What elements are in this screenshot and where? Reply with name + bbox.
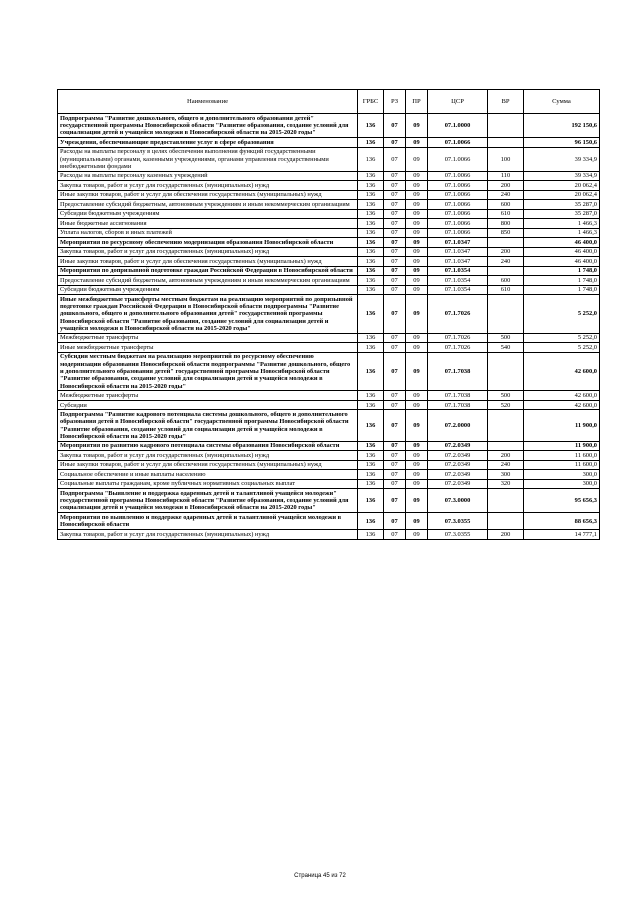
table-row: [58, 209, 600, 218]
cell-sum: 14 777,1: [524, 530, 600, 539]
cell-rz: 07: [384, 190, 406, 199]
cell-vr: 850: [488, 228, 524, 237]
cell-grbs: 136: [358, 470, 384, 479]
cell-grbs: 136: [358, 479, 384, 488]
cell-pr: 09: [406, 391, 428, 400]
table-row: [58, 513, 600, 530]
table-row: [58, 295, 600, 334]
cell-csr: 07.3.0355: [428, 530, 488, 539]
cell-sum: 46 400,0: [524, 257, 600, 266]
cell-csr: 07.1.0354: [428, 276, 488, 285]
cell-rz: 07: [384, 460, 406, 469]
cell-sum: 192 150,6: [524, 114, 600, 138]
cell-pr: 09: [406, 276, 428, 285]
cell-name: Субсидии бюджетным учреждениям: [58, 209, 358, 218]
cell-csr: 07.1.7038: [428, 391, 488, 400]
header-pr: ПР: [406, 90, 428, 114]
cell-grbs: 136: [358, 352, 384, 391]
cell-rz: 07: [384, 400, 406, 409]
header-sum: Сумма: [524, 90, 600, 114]
cell-name: Закупка товаров, работ и услуг для государственных (муниципальных) нужд: [58, 451, 358, 460]
cell-pr: 09: [406, 171, 428, 180]
cell-vr: 540: [488, 343, 524, 352]
cell-grbs: 136: [358, 266, 384, 275]
cell-rz: 07: [384, 238, 406, 247]
cell-vr: [488, 295, 524, 334]
cell-sum: 300,0: [524, 470, 600, 479]
cell-name: Предоставление субсидий бюджетным, автономным учреждениям и иным некоммерческим организациям: [58, 200, 358, 209]
cell-pr: 09: [406, 352, 428, 391]
cell-name: Субсидии местным бюджетам на реализацию мероприятий по ресурсному обеспечению модернизации образования Новосибирской области подпрограммы "Развитие дошкольного, общего и дополнительного образования детей" государственной программы Новосибирской области "Развитие образования, создание условий для социализации детей и учащейся молодежи в Новосибирской области на 2015-2020 годы": [58, 352, 358, 391]
cell-name: Мероприятия по допризывной подготовке граждан Российской Федерации в Новосибирской области: [58, 266, 358, 275]
cell-rz: 07: [384, 343, 406, 352]
cell-csr: 07.1.0066: [428, 171, 488, 180]
cell-rz: 07: [384, 228, 406, 237]
cell-name: Закупка товаров, работ и услуг для государственных (муниципальных) нужд: [58, 181, 358, 190]
cell-csr: 07.1.0066: [428, 200, 488, 209]
cell-name: Уплата налогов, сборов и иных платежей: [58, 228, 358, 237]
cell-name: Мероприятия по ресурсному обеспечению модернизации образования Новосибирской области: [58, 238, 358, 247]
cell-pr: 09: [406, 470, 428, 479]
cell-csr: 07.1.0347: [428, 257, 488, 266]
cell-pr: 09: [406, 181, 428, 190]
cell-sum: 35 287,0: [524, 209, 600, 218]
cell-pr: 09: [406, 200, 428, 209]
cell-vr: 320: [488, 479, 524, 488]
cell-pr: 09: [406, 295, 428, 334]
cell-sum: 11 600,0: [524, 460, 600, 469]
cell-rz: 07: [384, 295, 406, 334]
cell-csr: 07.1.0347: [428, 238, 488, 247]
cell-grbs: 136: [358, 190, 384, 199]
cell-name: Субсидии бюджетным учреждениям: [58, 285, 358, 294]
cell-name: Закупка товаров, работ и услуг для государственных (муниципальных) нужд: [58, 247, 358, 256]
cell-vr: 100: [488, 147, 524, 171]
cell-rz: 07: [384, 266, 406, 275]
cell-vr: 200: [488, 181, 524, 190]
cell-rz: 07: [384, 352, 406, 391]
cell-name: Социальные выплаты гражданам, кроме публичных нормативных социальных выплат: [58, 479, 358, 488]
header-name: Наименование: [58, 90, 358, 114]
cell-vr: 520: [488, 400, 524, 409]
cell-sum: 88 656,3: [524, 513, 600, 530]
cell-grbs: 136: [358, 114, 384, 138]
cell-rz: 07: [384, 147, 406, 171]
cell-grbs: 136: [358, 513, 384, 530]
cell-sum: 1 748,0: [524, 266, 600, 275]
table-row: [58, 285, 600, 294]
cell-vr: 200: [488, 530, 524, 539]
cell-rz: 07: [384, 138, 406, 147]
cell-grbs: 136: [358, 209, 384, 218]
cell-name: Иные закупки товаров, работ и услуг для обеспечения государственных (муниципальных) нужд: [58, 460, 358, 469]
table-row: [58, 352, 600, 391]
table-row: [58, 114, 600, 138]
cell-sum: 11 900,0: [524, 410, 600, 441]
cell-vr: [488, 114, 524, 138]
cell-sum: 42 600,0: [524, 400, 600, 409]
table-row: [58, 400, 600, 409]
table-row: [58, 460, 600, 469]
table-row: [58, 200, 600, 209]
table-row: [58, 181, 600, 190]
cell-grbs: 136: [358, 257, 384, 266]
cell-rz: 07: [384, 479, 406, 488]
cell-name: Иные межбюджетные трансферты: [58, 343, 358, 352]
cell-rz: 07: [384, 530, 406, 539]
cell-vr: [488, 441, 524, 450]
header-grbs: ГРБС: [358, 90, 384, 114]
cell-name: Подпрограмма "Выявление и поддержка одаренных детей и талантливой учащейся молодежи" государственной программы Новосибирской области "Развитие образования, создание условий для социализации детей и учащейся молодежи в Новосибирской области на 2015-2020 годы": [58, 489, 358, 513]
cell-pr: 09: [406, 147, 428, 171]
cell-pr: 09: [406, 441, 428, 450]
cell-rz: 07: [384, 114, 406, 138]
cell-pr: 09: [406, 219, 428, 228]
cell-name: Иные закупки товаров, работ и услуг для обеспечения государственных (муниципальных) нужд: [58, 190, 358, 199]
cell-csr: 07.1.7026: [428, 333, 488, 342]
cell-sum: 1 748,0: [524, 285, 600, 294]
cell-sum: 20 062,4: [524, 190, 600, 199]
cell-csr: 07.1.0066: [428, 147, 488, 171]
cell-vr: [488, 513, 524, 530]
cell-rz: 07: [384, 470, 406, 479]
budget-table: [57, 89, 600, 540]
table-row: [58, 451, 600, 460]
cell-vr: 240: [488, 257, 524, 266]
cell-pr: 09: [406, 209, 428, 218]
cell-sum: 11 600,0: [524, 451, 600, 460]
cell-vr: 300: [488, 470, 524, 479]
table-row: [58, 147, 600, 171]
cell-sum: 39 334,9: [524, 171, 600, 180]
cell-rz: 07: [384, 219, 406, 228]
cell-grbs: 136: [358, 238, 384, 247]
cell-sum: 11 900,0: [524, 441, 600, 450]
cell-grbs: 136: [358, 228, 384, 237]
cell-csr: 07.1.0066: [428, 228, 488, 237]
table-row: [58, 391, 600, 400]
cell-rz: 07: [384, 171, 406, 180]
cell-sum: 35 287,0: [524, 200, 600, 209]
cell-csr: 07.1.7038: [428, 400, 488, 409]
cell-pr: 09: [406, 489, 428, 513]
cell-csr: 07.1.7026: [428, 343, 488, 352]
cell-sum: 96 150,6: [524, 138, 600, 147]
cell-vr: [488, 266, 524, 275]
cell-grbs: 136: [358, 489, 384, 513]
table-row: [58, 247, 600, 256]
cell-csr: 07.1.0354: [428, 266, 488, 275]
cell-vr: [488, 238, 524, 247]
cell-sum: 300,0: [524, 479, 600, 488]
cell-csr: 07.1.0347: [428, 247, 488, 256]
cell-vr: 600: [488, 276, 524, 285]
cell-csr: 07.1.7038: [428, 352, 488, 391]
cell-grbs: 136: [358, 181, 384, 190]
cell-pr: 09: [406, 333, 428, 342]
header-rz: РЗ: [384, 90, 406, 114]
cell-csr: 07.1.0066: [428, 219, 488, 228]
cell-vr: 800: [488, 219, 524, 228]
cell-grbs: 136: [358, 530, 384, 539]
table-row: [58, 470, 600, 479]
table-row: [58, 219, 600, 228]
cell-sum: 5 252,0: [524, 333, 600, 342]
cell-sum: 1 748,0: [524, 276, 600, 285]
header-csr: ЦСР: [428, 90, 488, 114]
cell-rz: 07: [384, 209, 406, 218]
cell-vr: 110: [488, 171, 524, 180]
cell-name: Мероприятия по выявлению и поддержке одаренных детей и талантливой учащейся молодежи в Новосибирской области: [58, 513, 358, 530]
cell-grbs: 136: [358, 200, 384, 209]
cell-name: Подпрограмма "Развитие кадрового потенциала системы дошкольного, общего и дополнительного образования детей в Новосибирской области" государственной программы Новосибирской области "Развитие образования, создание условий для социализации детей и учащейся молодежи в Новосибирской области на 2015-2020 годы": [58, 410, 358, 441]
table-row: [58, 138, 600, 147]
cell-pr: 09: [406, 410, 428, 441]
cell-pr: 09: [406, 238, 428, 247]
table-row: [58, 228, 600, 237]
cell-rz: 07: [384, 276, 406, 285]
cell-grbs: 136: [358, 410, 384, 441]
cell-csr: 07.1.0066: [428, 138, 488, 147]
cell-rz: 07: [384, 181, 406, 190]
cell-pr: 09: [406, 228, 428, 237]
cell-vr: [488, 489, 524, 513]
cell-csr: 07.1.7026: [428, 295, 488, 334]
cell-pr: 09: [406, 451, 428, 460]
cell-pr: 09: [406, 138, 428, 147]
cell-rz: 07: [384, 441, 406, 450]
cell-rz: 07: [384, 200, 406, 209]
cell-csr: 07.1.0000: [428, 114, 488, 138]
cell-grbs: 136: [358, 247, 384, 256]
table-row: [58, 257, 600, 266]
table-row: [58, 238, 600, 247]
cell-csr: 07.2.0349: [428, 441, 488, 450]
cell-vr: 500: [488, 391, 524, 400]
cell-name: Субсидии: [58, 400, 358, 409]
cell-name: Межбюджетные трансферты: [58, 333, 358, 342]
cell-pr: 09: [406, 400, 428, 409]
cell-rz: 07: [384, 513, 406, 530]
cell-pr: 09: [406, 247, 428, 256]
cell-name: Расходы на выплаты персоналу в целях обеспечения выполнения функций государственными (муниципальными) органами, казенными учреждениями, органами управления государственными внебюджетными фондами: [58, 147, 358, 171]
cell-name: Социальное обеспечение и иные выплаты населению: [58, 470, 358, 479]
cell-vr: 600: [488, 200, 524, 209]
table-row: [58, 266, 600, 275]
table-row: [58, 410, 600, 441]
cell-pr: 09: [406, 460, 428, 469]
cell-csr: 07.1.0066: [428, 209, 488, 218]
cell-grbs: 136: [358, 460, 384, 469]
cell-vr: 240: [488, 190, 524, 199]
table-row: [58, 190, 600, 199]
cell-pr: 09: [406, 285, 428, 294]
cell-pr: 09: [406, 343, 428, 352]
cell-name: Иные межбюджетные трансферты местным бюджетам на реализацию мероприятий по допризывной подготовке граждан Российской Федерации в Новосибирской области подпрограммы "Развитие дошкольного, общего и дополнительного образования детей" государственной программы Новосибирской области "Развитие образования, создание условий для социализации детей и учащейся молодежи в Новосибирской области на 2015-2020 годы": [58, 295, 358, 334]
cell-rz: 07: [384, 257, 406, 266]
cell-grbs: 136: [358, 333, 384, 342]
cell-sum: 46 400,0: [524, 238, 600, 247]
cell-name: Расходы на выплаты персоналу казенных учреждений: [58, 171, 358, 180]
cell-vr: 500: [488, 333, 524, 342]
cell-sum: 42 600,0: [524, 391, 600, 400]
cell-rz: 07: [384, 451, 406, 460]
table-row: [58, 276, 600, 285]
cell-vr: 610: [488, 285, 524, 294]
cell-grbs: 136: [358, 285, 384, 294]
cell-rz: 07: [384, 391, 406, 400]
table-row: [58, 489, 600, 513]
cell-pr: 09: [406, 257, 428, 266]
cell-vr: 240: [488, 460, 524, 469]
cell-grbs: 136: [358, 451, 384, 460]
cell-csr: 07.1.0066: [428, 181, 488, 190]
cell-csr: 07.2.0349: [428, 460, 488, 469]
cell-rz: 07: [384, 247, 406, 256]
cell-csr: 07.3.0000: [428, 489, 488, 513]
cell-vr: [488, 410, 524, 441]
cell-pr: 09: [406, 114, 428, 138]
cell-name: Иные бюджетные ассигнования: [58, 219, 358, 228]
cell-grbs: 136: [358, 171, 384, 180]
cell-name: Мероприятия по развитию кадрового потенциала системы образования Новосибирской области: [58, 441, 358, 450]
table-row: [58, 333, 600, 342]
table-row: [58, 479, 600, 488]
cell-grbs: 136: [358, 343, 384, 352]
cell-pr: 09: [406, 513, 428, 530]
cell-sum: 1 466,3: [524, 228, 600, 237]
cell-rz: 07: [384, 333, 406, 342]
cell-name: Предоставление субсидий бюджетным, автономным учреждениям и иным некоммерческим организациям: [58, 276, 358, 285]
cell-name: Иные закупки товаров, работ и услуг для обеспечения государственных (муниципальных) нужд: [58, 257, 358, 266]
table-row: [58, 441, 600, 450]
cell-sum: 95 656,3: [524, 489, 600, 513]
cell-grbs: 136: [358, 295, 384, 334]
cell-csr: 07.1.0066: [428, 190, 488, 199]
cell-csr: 07.1.0354: [428, 285, 488, 294]
cell-sum: 20 062,4: [524, 181, 600, 190]
cell-grbs: 136: [358, 276, 384, 285]
cell-sum: 42 600,0: [524, 352, 600, 391]
cell-sum: 46 400,0: [524, 247, 600, 256]
cell-pr: 09: [406, 190, 428, 199]
cell-vr: 610: [488, 209, 524, 218]
cell-name: Подпрограмма "Развитие дошкольного, общего и дополнительного образования детей" государственной программы Новосибирской области "Развитие образования, создание условий для социализации детей и учащейся молодежи в Новосибирской области на 2015-2020 годы": [58, 114, 358, 138]
cell-sum: 39 334,9: [524, 147, 600, 171]
cell-pr: 09: [406, 266, 428, 275]
table-row: [58, 530, 600, 539]
cell-rz: 07: [384, 489, 406, 513]
cell-csr: 07.2.0349: [428, 470, 488, 479]
cell-sum: 5 252,0: [524, 295, 600, 334]
cell-pr: 09: [406, 530, 428, 539]
table-header-row: [58, 90, 600, 114]
cell-grbs: 136: [358, 147, 384, 171]
cell-vr: 200: [488, 451, 524, 460]
cell-csr: 07.2.0349: [428, 479, 488, 488]
cell-grbs: 136: [358, 219, 384, 228]
cell-grbs: 136: [358, 138, 384, 147]
cell-csr: 07.3.0355: [428, 513, 488, 530]
cell-grbs: 136: [358, 391, 384, 400]
header-vr: ВР: [488, 90, 524, 114]
cell-name: Учреждения, обеспечивающие предоставление услуг в сфере образования: [58, 138, 358, 147]
cell-vr: 200: [488, 247, 524, 256]
cell-grbs: 136: [358, 441, 384, 450]
cell-name: Межбюджетные трансферты: [58, 391, 358, 400]
cell-csr: 07.2.0349: [428, 451, 488, 460]
cell-rz: 07: [384, 285, 406, 294]
cell-vr: [488, 138, 524, 147]
cell-name: Закупка товаров, работ и услуг для государственных (муниципальных) нужд: [58, 530, 358, 539]
page-number: Страница 45 из 72: [294, 873, 346, 879]
cell-grbs: 136: [358, 400, 384, 409]
cell-csr: 07.2.0000: [428, 410, 488, 441]
cell-rz: 07: [384, 410, 406, 441]
cell-sum: 1 466,3: [524, 219, 600, 228]
cell-pr: 09: [406, 479, 428, 488]
cell-vr: [488, 352, 524, 391]
table-body: [58, 114, 600, 539]
table-row: [58, 171, 600, 180]
table-row: [58, 343, 600, 352]
cell-sum: 5 252,0: [524, 343, 600, 352]
